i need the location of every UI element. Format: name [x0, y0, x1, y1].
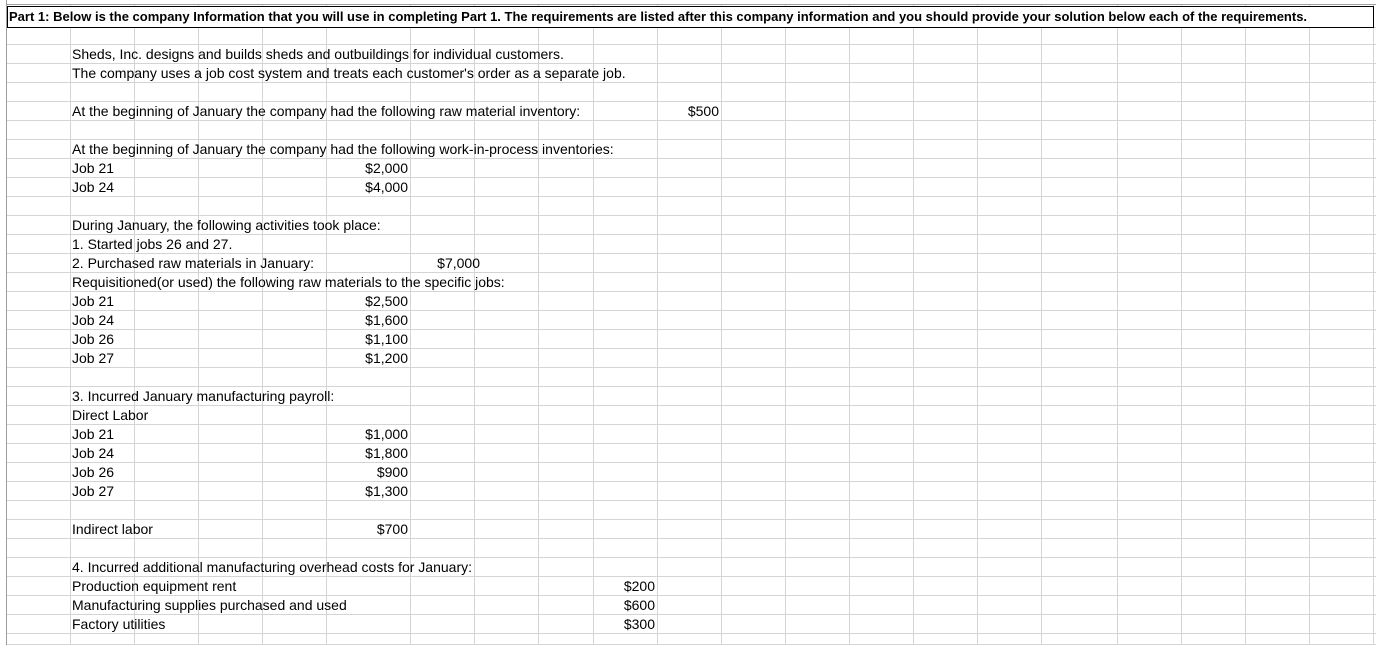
dl-job-24[interactable]: Job 24: [72, 445, 115, 461]
req-job-27[interactable]: Job 27: [72, 350, 115, 366]
req-amount-27[interactable]: $1,200: [365, 350, 408, 366]
req-job-21[interactable]: Job 21: [72, 293, 115, 309]
header-text: Part 1: Below is the company Information that you will use in completing Part 1. The requirements are listed after this company information and you should provide your solution below each of the requirements.: [9, 9, 1308, 24]
payroll-label[interactable]: 3. Incurred January manufacturing payroll:: [72, 388, 335, 404]
req-job-26[interactable]: Job 26: [72, 331, 115, 347]
activity-item-2-value[interactable]: $7,000: [437, 255, 480, 271]
req-job-24[interactable]: Job 24: [72, 312, 115, 328]
requisition-label[interactable]: Requisitioned(or used) the following raw materials to the specific jobs:: [72, 274, 505, 290]
wip-job-24[interactable]: Job 24: [72, 179, 115, 195]
req-amount-21[interactable]: $2,500: [365, 293, 408, 309]
overhead-amount-utilities[interactable]: $300: [623, 616, 655, 632]
dl-job-26[interactable]: Job 26: [72, 464, 115, 480]
dl-job-21[interactable]: Job 21: [72, 426, 115, 442]
wip-label[interactable]: At the beginning of January the company had the following work-in-process inventories:: [72, 141, 614, 157]
column-header-strip: [0, 0, 1376, 5]
raw-material-label[interactable]: At the beginning of January the company had the following raw material inventory:: [72, 103, 581, 119]
direct-labor-label[interactable]: Direct Labor: [72, 407, 149, 423]
req-amount-26[interactable]: $1,100: [365, 331, 408, 347]
row-header-strip: [0, 0, 7, 645]
overhead-amount-rent[interactable]: $200: [623, 578, 655, 594]
dl-job-27[interactable]: Job 27: [72, 483, 115, 499]
dl-amount-26[interactable]: $900: [376, 464, 408, 480]
wip-job-21[interactable]: Job 21: [72, 160, 115, 176]
dl-amount-24[interactable]: $1,800: [365, 445, 408, 461]
dl-amount-21[interactable]: $1,000: [365, 426, 408, 442]
intro-line-2[interactable]: The company uses a job cost system and treats each customer's order as a separate job.: [72, 65, 626, 81]
wip-amount-24[interactable]: $4,000: [365, 179, 408, 195]
activity-item-1[interactable]: 1. Started jobs 26 and 27.: [72, 236, 233, 252]
intro-line-1[interactable]: Sheds, Inc. designs and builds sheds and outbuildings for individual customers.: [72, 46, 564, 62]
overhead-label[interactable]: 4. Incurred additional manufacturing overhead costs for January:: [72, 559, 473, 575]
overhead-item-rent[interactable]: Production equipment rent: [72, 578, 237, 594]
req-amount-24[interactable]: $1,600: [365, 312, 408, 328]
activity-item-2-label[interactable]: 2. Purchased raw materials in January:: [72, 255, 314, 271]
activities-label[interactable]: During January, the following activities took place:: [72, 217, 381, 233]
overhead-item-utilities[interactable]: Factory utilities: [72, 616, 166, 632]
raw-material-value[interactable]: $500: [687, 103, 719, 119]
wip-amount-21[interactable]: $2,000: [365, 160, 408, 176]
indirect-labor-label[interactable]: Indirect labor: [72, 521, 153, 537]
overhead-item-supplies[interactable]: Manufacturing supplies purchased and used: [72, 597, 347, 613]
dl-amount-27[interactable]: $1,300: [365, 483, 408, 499]
indirect-labor-value[interactable]: $700: [376, 521, 408, 537]
overhead-amount-supplies[interactable]: $600: [623, 597, 655, 613]
